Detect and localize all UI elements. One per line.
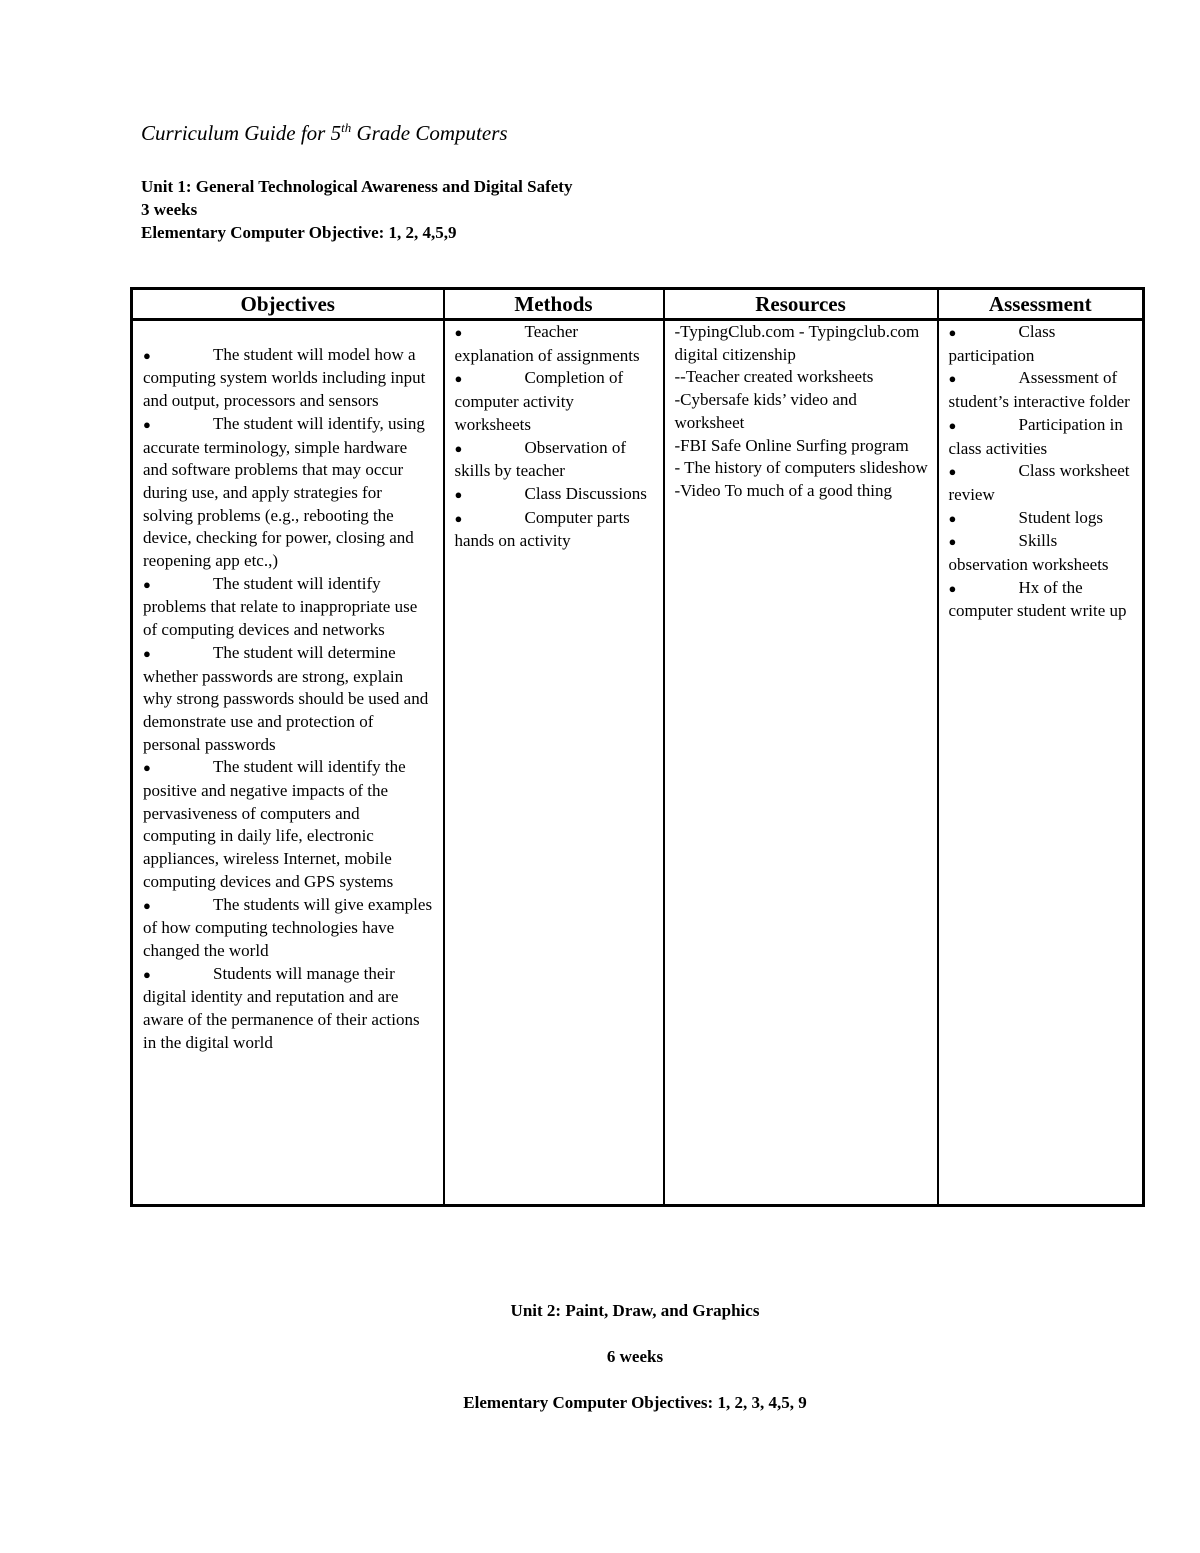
list-item-text: -FBI Safe Online Surfing program bbox=[674, 435, 909, 455]
resources-list bbox=[675, 321, 929, 503]
list-item-text: Class participation bbox=[948, 322, 1056, 365]
objectives-list bbox=[143, 344, 435, 1055]
list-item bbox=[675, 321, 929, 366]
table-row bbox=[132, 320, 1144, 1206]
list-item-text: Class worksheet review bbox=[948, 461, 1130, 504]
list-item-text: -Cybersafe kids’ video and worksheet bbox=[674, 390, 857, 432]
list-item bbox=[949, 367, 1135, 413]
bullet-icon: ● bbox=[143, 897, 151, 913]
bullet-icon: ● bbox=[948, 325, 957, 340]
list-item bbox=[949, 530, 1135, 576]
list-item bbox=[949, 321, 1135, 367]
list-item-text: Class Discussions bbox=[524, 483, 647, 503]
bullet-icon: ● bbox=[948, 580, 957, 596]
bullet-icon: ● bbox=[454, 510, 463, 526]
bullet-icon: ● bbox=[143, 645, 151, 661]
list-item-text: The student will model how a computing system worlds including input and output, processors and sensors bbox=[143, 344, 426, 411]
list-item-text: -TypingClub.com - Typingclub.com digital citizenship bbox=[674, 322, 920, 364]
unit1-duration: 3 weeks bbox=[141, 200, 198, 219]
list-item bbox=[455, 483, 655, 507]
list-item-text: The student will identify problems that relate to inappropriate use of computing devices and networks bbox=[143, 573, 418, 640]
unit2-objectives-line: Elementary Computer Objectives: 1, 2, 3, 4,5, 9 bbox=[463, 1393, 807, 1412]
bullet-icon: ● bbox=[454, 486, 463, 502]
list-item-text: Participation in class activities bbox=[948, 414, 1123, 458]
bullet-icon: ● bbox=[143, 576, 151, 592]
bullet-icon: ● bbox=[948, 510, 957, 526]
list-item-text: Assessment of student’s interactive folder bbox=[948, 368, 1130, 412]
header-methods: Methods bbox=[444, 289, 664, 320]
bullet-icon: ● bbox=[143, 966, 151, 982]
list-item-text: - The history of computers slideshow bbox=[674, 458, 928, 478]
document-title: Curriculum Guide for 5th Grade Computers bbox=[141, 120, 508, 145]
bullet-icon: ● bbox=[948, 464, 957, 480]
unit1-heading: Unit 1: General Technological Awareness and Digital Safety bbox=[141, 177, 573, 196]
list-item bbox=[949, 460, 1135, 506]
list-item-text: Computer parts hands on activity bbox=[454, 507, 630, 551]
list-item bbox=[455, 321, 655, 367]
list-item bbox=[949, 577, 1135, 623]
list-item bbox=[949, 507, 1135, 531]
resources-cell bbox=[664, 320, 938, 1206]
list-item bbox=[675, 389, 929, 434]
bullet-icon: ● bbox=[454, 371, 463, 387]
list-item bbox=[455, 507, 655, 553]
unit1-header bbox=[141, 175, 572, 244]
list-item-text: Hx of the computer student write up bbox=[948, 577, 1127, 621]
title-superscript: th bbox=[341, 120, 352, 135]
list-item bbox=[675, 480, 929, 503]
header-resources: Resources bbox=[664, 289, 938, 320]
unit2-duration: 6 weeks bbox=[606, 1347, 664, 1366]
list-item-text: Students will manage their digital identity and reputation and are aware of the permanence of their actions in the digital world bbox=[143, 963, 420, 1052]
unit2-heading: Unit 2: Paint, Draw, and Graphics bbox=[510, 1301, 760, 1320]
bullet-icon: ● bbox=[948, 371, 957, 387]
list-item bbox=[143, 413, 435, 573]
bullet-icon: ● bbox=[454, 325, 463, 340]
list-item-text: Student logs bbox=[1018, 507, 1104, 527]
bullet-icon: ● bbox=[948, 417, 957, 433]
assessment-cell bbox=[938, 320, 1144, 1206]
table-header-row bbox=[132, 289, 1144, 320]
list-item-text: Teacher explanation of assignments bbox=[454, 322, 640, 365]
bullet-icon: ● bbox=[143, 347, 151, 363]
bullet-icon: ● bbox=[454, 440, 463, 456]
list-item bbox=[143, 344, 435, 413]
bullet-icon: ● bbox=[143, 760, 151, 776]
list-item-text: The student will identify, using accurate terminology, simple hardware and software problems that may occur during use, and apply strategies for solving problems (e.g., rebooting the device, checking for power, closing and reopening app etc.,) bbox=[143, 413, 425, 571]
list-item bbox=[949, 414, 1135, 460]
list-item bbox=[143, 642, 435, 757]
list-item-text: The students will give examples of how computing technologies have changed the world bbox=[143, 894, 433, 960]
list-item-text: Skills observation worksheets bbox=[948, 531, 1109, 575]
list-item bbox=[455, 437, 655, 483]
list-item bbox=[143, 756, 435, 893]
list-item bbox=[675, 366, 929, 389]
list-item-text: Completion of computer activity worksheets bbox=[454, 368, 624, 434]
list-item bbox=[455, 367, 655, 436]
curriculum-table bbox=[130, 287, 1145, 1207]
bullet-icon: ● bbox=[948, 534, 957, 550]
methods-list bbox=[455, 321, 655, 553]
list-item bbox=[675, 457, 929, 480]
unit1-objectives-line: Elementary Computer Objective: 1, 2, 4,5,9 bbox=[141, 223, 457, 242]
list-item-text: --Teacher created worksheets bbox=[674, 367, 874, 387]
list-item bbox=[143, 573, 435, 642]
list-item bbox=[143, 894, 435, 963]
header-assessment: Assessment bbox=[938, 289, 1144, 320]
list-item-text: The student will determine whether passwords are strong, explain why strong passwords should be used and demonstrate use and protection of personal passwords bbox=[143, 642, 429, 754]
bullet-icon: ● bbox=[143, 416, 151, 432]
list-item-text: -Video To much of a good thing bbox=[674, 480, 892, 500]
list-item bbox=[675, 435, 929, 458]
list-item-text: The student will identify the positive and negative impacts of the pervasiveness of computers and computing in daily life, electronic appliances, wireless Internet, mobile computing devices and GPS systems bbox=[143, 757, 406, 891]
assessment-list bbox=[949, 321, 1135, 623]
list-item-text: Observation of skills by teacher bbox=[454, 437, 627, 481]
objectives-cell bbox=[132, 320, 444, 1206]
header-objectives: Objectives bbox=[132, 289, 444, 320]
methods-cell bbox=[444, 320, 664, 1206]
list-item bbox=[143, 963, 435, 1055]
